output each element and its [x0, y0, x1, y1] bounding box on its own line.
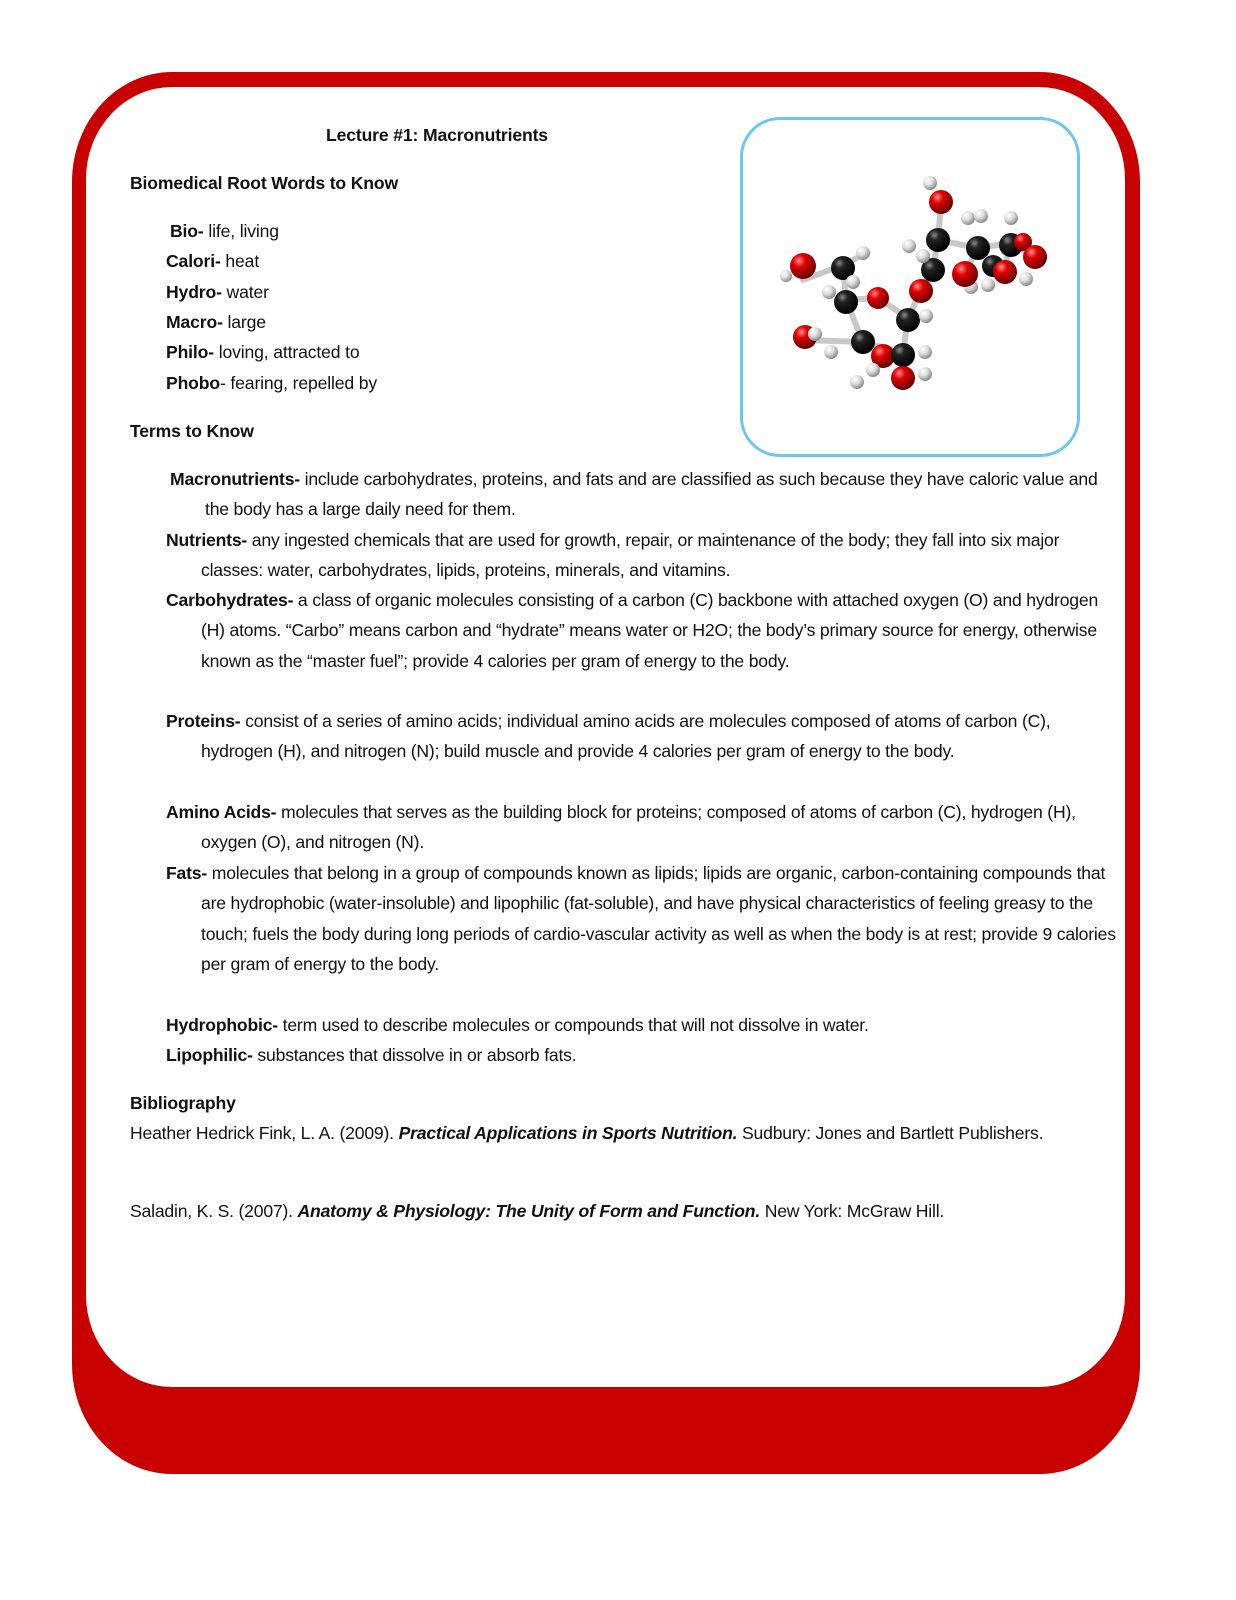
term-item [166, 585, 1116, 676]
term-definition: molecules that belong in a group of compounds known as lipids; lipids are organic, carbon-containing compounds that are hydrophobic (water-insoluble) and lipophilic (fat-soluble), and have physical characteristics of feeling greasy to the touch; fuels the body during long periods of cardio-vascular activity as well as when the body is at rest; provide 9 calories per gram of energy to the body. [201, 863, 1116, 974]
root-word-item [166, 368, 377, 398]
root-word-item [166, 307, 266, 337]
terms-heading: Terms to Know [130, 421, 254, 441]
root-word-definition: water [221, 282, 269, 302]
root-word-term: Hydro- [166, 282, 222, 302]
bibliography-heading: Bibliography [130, 1093, 236, 1113]
root-word-term: Philo- [166, 342, 214, 362]
root-word-term: Macro- [166, 312, 223, 332]
root-word-item [170, 216, 279, 246]
term-definition: term used to describe molecules or compounds that will not dissolve in water. [277, 1015, 869, 1035]
root-word-term: Phobo [166, 373, 220, 393]
root-word-item [166, 337, 359, 367]
citation-author: Saladin, K. S. (2007). [130, 1201, 298, 1221]
term-item [170, 464, 1116, 525]
term-definition: consist of a series of amino acids; individual amino acids are molecules composed of atoms of carbon (C), hydrogen (H), and nitrogen (N); build muscle and provide 4 calories per gram of energy to the body. [201, 711, 1051, 762]
root-words-heading: Biomedical Root Words to Know [130, 173, 399, 193]
term-definition: a class of organic molecules consisting of a carbon (C) backbone with attached oxygen (O) and hydrogen (H) atoms. “Carbo” means carbon and “hydrate” means water or H2O; the body’s primary source for energy, otherwise known as the “master fuel”; provide 4 calories per gram of energy to the body. [201, 590, 1099, 671]
root-word-item [166, 246, 259, 276]
root-word-term: Bio- [170, 221, 204, 241]
page-title: Lecture #1: Macronutrients [326, 125, 548, 145]
term-item [166, 1040, 1116, 1070]
citation-title: Practical Applications in Sports Nutrition. [398, 1123, 738, 1143]
term-name: Nutrients- [166, 530, 248, 550]
term-name: Proteins- [166, 711, 241, 731]
root-word-definition: - fearing, repelled by [219, 373, 378, 393]
term-item [166, 525, 1116, 586]
molecule-ball-and-stick-icon [743, 120, 1077, 454]
term-definition: substances that dissolve in or absorb fats. [252, 1045, 577, 1065]
term-item [166, 706, 1116, 767]
bibliography-entry [130, 1118, 1070, 1148]
molecule-image-frame [740, 117, 1080, 457]
term-item [166, 1010, 1116, 1040]
citation-publisher: New York: McGraw Hill. [760, 1201, 945, 1221]
term-name: Hydrophobic- [166, 1015, 278, 1035]
citation-author: Heather Hedrick Fink, L. A. (2009). [130, 1123, 399, 1143]
bibliography-entry [130, 1196, 1070, 1226]
term-definition: molecules that serves as the building block for proteins; composed of atoms of carbon (C), hydrogen (H), oxygen (O), and nitrogen (N). [201, 802, 1076, 853]
root-word-item [166, 277, 269, 307]
term-item [166, 858, 1116, 979]
term-definition: any ingested chemicals that are used for growth, repair, or maintenance of the body; they fall into six major classes: water, carbohydrates, lipids, proteins, minerals, and vitamins. [201, 530, 1060, 581]
term-name: Lipophilic- [166, 1045, 253, 1065]
root-word-definition: heat [220, 251, 260, 271]
root-word-term: Calori- [166, 251, 221, 271]
root-word-definition: life, living [203, 221, 279, 241]
citation-title: Anatomy & Physiology: The Unity of Form and Function. [297, 1201, 761, 1221]
root-word-definition: large [222, 312, 266, 332]
term-name: Macronutrients- [170, 469, 300, 489]
term-item [166, 797, 1116, 858]
citation-publisher: Sudbury: Jones and Bartlett Publishers. [737, 1123, 1044, 1143]
root-word-definition: loving, attracted to [213, 342, 360, 362]
term-definition: include carbohydrates, proteins, and fats and are classified as such because they have caloric value and the body has a large daily need for them. [205, 469, 1098, 520]
term-name: Carbohydrates- [166, 590, 294, 610]
term-name: Amino Acids- [166, 802, 277, 822]
term-name: Fats- [166, 863, 208, 883]
